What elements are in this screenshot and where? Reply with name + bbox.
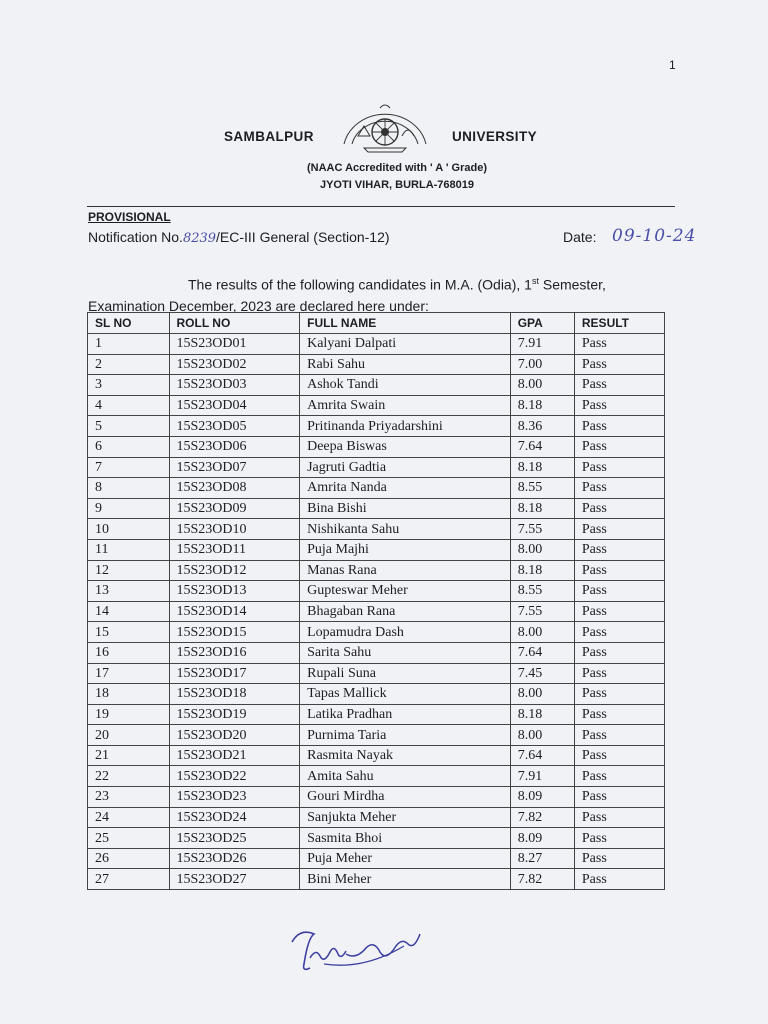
cell-full-name: Bhagaban Rana [300, 601, 511, 622]
cell-sl-no: 13 [88, 581, 170, 602]
cell-sl-no: 25 [88, 828, 170, 849]
table-row [88, 560, 665, 581]
cell-full-name: Gouri Mirdha [300, 787, 511, 808]
cell-gpa: 7.82 [510, 807, 574, 828]
cell-full-name: Puja Majhi [300, 539, 511, 560]
cell-full-name: Rasmita Nayak [300, 745, 511, 766]
cell-gpa: 8.18 [510, 560, 574, 581]
cell-sl-no: 22 [88, 766, 170, 787]
cell-gpa: 8.18 [510, 395, 574, 416]
cell-sl-no: 27 [88, 869, 170, 890]
provisional-label: PROVISIONAL [88, 210, 171, 224]
cell-sl-no: 23 [88, 787, 170, 808]
cell-gpa: 8.18 [510, 457, 574, 478]
cell-sl-no: 15 [88, 622, 170, 643]
cell-roll-no: 15S23OD21 [169, 745, 300, 766]
intro-line1-end: Semester, [538, 276, 606, 293]
cell-roll-no: 15S23OD23 [169, 787, 300, 808]
table-row [88, 807, 665, 828]
cell-roll-no: 15S23OD22 [169, 766, 300, 787]
column-header-result: RESULT [574, 313, 664, 334]
cell-roll-no: 15S23OD25 [169, 828, 300, 849]
cell-full-name: Rupali Suna [300, 663, 511, 684]
cell-result: Pass [574, 601, 664, 622]
cell-roll-no: 15S23OD17 [169, 663, 300, 684]
cell-sl-no: 7 [88, 457, 170, 478]
cell-full-name: Bini Meher [300, 869, 511, 890]
university-name-right: UNIVERSITY [452, 129, 538, 144]
cell-result: Pass [574, 416, 664, 437]
cell-gpa: 7.55 [510, 601, 574, 622]
cell-sl-no: 21 [88, 745, 170, 766]
cell-sl-no: 26 [88, 848, 170, 869]
cell-gpa: 7.91 [510, 766, 574, 787]
cell-result: Pass [574, 766, 664, 787]
cell-sl-no: 16 [88, 642, 170, 663]
cell-sl-no: 20 [88, 725, 170, 746]
results-body [88, 334, 665, 890]
cell-roll-no: 15S23OD10 [169, 519, 300, 540]
cell-roll-no: 15S23OD20 [169, 725, 300, 746]
notification-number: 8239 [182, 231, 217, 246]
accreditation-line: (NAAC Accredited with ' A ' Grade) [306, 162, 488, 174]
cell-result: Pass [574, 436, 664, 457]
address-line: JYOTI VIHAR, BURLA-768019 [319, 179, 475, 191]
table-row [88, 457, 665, 478]
table-row [88, 766, 665, 787]
table-row [88, 787, 665, 808]
cell-roll-no: 15S23OD19 [169, 704, 300, 725]
cell-result: Pass [574, 560, 664, 581]
cell-gpa: 7.55 [510, 519, 574, 540]
cell-full-name: Puja Meher [300, 848, 511, 869]
cell-full-name: Sasmita Bhoi [300, 828, 511, 849]
intro-paragraph [88, 271, 678, 317]
page-number: 1 [669, 58, 676, 72]
cell-result: Pass [574, 642, 664, 663]
cell-sl-no: 9 [88, 498, 170, 519]
cell-result: Pass [574, 745, 664, 766]
cell-roll-no: 15S23OD06 [169, 436, 300, 457]
table-row [88, 622, 665, 643]
cell-gpa: 8.36 [510, 416, 574, 437]
cell-gpa: 8.00 [510, 375, 574, 396]
cell-full-name: Pritinanda Priyadarshini [300, 416, 511, 437]
cell-full-name: Deepa Biswas [300, 436, 511, 457]
cell-result: Pass [574, 519, 664, 540]
cell-full-name: Purnima Taria [300, 725, 511, 746]
cell-result: Pass [574, 787, 664, 808]
table-row [88, 334, 665, 355]
university-name-left: SAMBALPUR [224, 129, 314, 144]
cell-roll-no: 15S23OD13 [169, 581, 300, 602]
cell-result: Pass [574, 334, 664, 355]
university-emblem-icon [330, 96, 440, 166]
cell-result: Pass [574, 354, 664, 375]
table-row [88, 478, 665, 499]
cell-roll-no: 15S23OD07 [169, 457, 300, 478]
cell-gpa: 8.55 [510, 478, 574, 499]
cell-result: Pass [574, 725, 664, 746]
cell-full-name: Latika Pradhan [300, 704, 511, 725]
cell-roll-no: 15S23OD15 [169, 622, 300, 643]
cell-roll-no: 15S23OD18 [169, 684, 300, 705]
cell-full-name: Manas Rana [300, 560, 511, 581]
table-row [88, 395, 665, 416]
cell-roll-no: 15S23OD16 [169, 642, 300, 663]
cell-result: Pass [574, 539, 664, 560]
cell-gpa: 7.00 [510, 354, 574, 375]
cell-sl-no: 3 [88, 375, 170, 396]
cell-gpa: 8.55 [510, 581, 574, 602]
notification-line [88, 229, 390, 246]
cell-gpa: 8.09 [510, 787, 574, 808]
cell-result: Pass [574, 663, 664, 684]
cell-gpa: 8.00 [510, 539, 574, 560]
intro-superscript: st [531, 276, 539, 286]
cell-sl-no: 18 [88, 684, 170, 705]
cell-sl-no: 11 [88, 539, 170, 560]
cell-sl-no: 2 [88, 354, 170, 375]
cell-result: Pass [574, 828, 664, 849]
column-header-gpa: GPA [510, 313, 574, 334]
cell-full-name: Sarita Sahu [300, 642, 511, 663]
column-header-sl-no: SL NO [88, 313, 170, 334]
notification-suffix: /EC-III General (Section-12) [216, 229, 390, 245]
cell-roll-no: 15S23OD11 [169, 539, 300, 560]
table-row [88, 601, 665, 622]
cell-full-name: Lopamudra Dash [300, 622, 511, 643]
cell-sl-no: 12 [88, 560, 170, 581]
cell-roll-no: 15S23OD27 [169, 869, 300, 890]
cell-sl-no: 17 [88, 663, 170, 684]
cell-full-name: Amita Sahu [300, 766, 511, 787]
table-row [88, 539, 665, 560]
table-row [88, 745, 665, 766]
cell-full-name: Nishikanta Sahu [300, 519, 511, 540]
cell-full-name: Jagruti Gadtia [300, 457, 511, 478]
table-row [88, 848, 665, 869]
cell-roll-no: 15S23OD24 [169, 807, 300, 828]
cell-result: Pass [574, 457, 664, 478]
cell-result: Pass [574, 622, 664, 643]
cell-sl-no: 24 [88, 807, 170, 828]
cell-result: Pass [574, 807, 664, 828]
cell-full-name: Tapas Mallick [300, 684, 511, 705]
cell-gpa: 8.18 [510, 704, 574, 725]
handwritten-signature-icon [280, 920, 440, 980]
cell-gpa: 8.00 [510, 725, 574, 746]
cell-roll-no: 15S23OD02 [169, 354, 300, 375]
cell-full-name: Gupteswar Meher [300, 581, 511, 602]
cell-full-name: Bina Bishi [300, 498, 511, 519]
cell-gpa: 7.45 [510, 663, 574, 684]
cell-roll-no: 15S23OD04 [169, 395, 300, 416]
table-row [88, 869, 665, 890]
cell-gpa: 7.64 [510, 745, 574, 766]
cell-result: Pass [574, 684, 664, 705]
table-row [88, 642, 665, 663]
table-row [88, 436, 665, 457]
cell-roll-no: 15S23OD03 [169, 375, 300, 396]
table-row [88, 704, 665, 725]
table-row [88, 354, 665, 375]
cell-result: Pass [574, 498, 664, 519]
cell-result: Pass [574, 395, 664, 416]
table-header-row [88, 313, 665, 334]
table-row [88, 498, 665, 519]
date-label: Date: [563, 229, 597, 245]
table-row [88, 663, 665, 684]
cell-full-name: Sanjukta Meher [300, 807, 511, 828]
cell-full-name: Amrita Swain [300, 395, 511, 416]
table-row [88, 375, 665, 396]
cell-result: Pass [574, 704, 664, 725]
column-header-roll-no: ROLL NO [169, 313, 300, 334]
cell-gpa: 7.91 [510, 334, 574, 355]
cell-sl-no: 4 [88, 395, 170, 416]
table-row [88, 828, 665, 849]
table-row [88, 519, 665, 540]
cell-roll-no: 15S23OD14 [169, 601, 300, 622]
cell-roll-no: 15S23OD08 [169, 478, 300, 499]
cell-roll-no: 15S23OD09 [169, 498, 300, 519]
cell-full-name: Rabi Sahu [300, 354, 511, 375]
cell-sl-no: 5 [88, 416, 170, 437]
cell-sl-no: 19 [88, 704, 170, 725]
table-row [88, 725, 665, 746]
cell-gpa: 7.82 [510, 869, 574, 890]
cell-sl-no: 8 [88, 478, 170, 499]
cell-sl-no: 14 [88, 601, 170, 622]
cell-gpa: 7.64 [510, 642, 574, 663]
cell-sl-no: 10 [88, 519, 170, 540]
intro-line1: The results of the following candidates in M.A. (Odia), 1 [188, 276, 532, 293]
cell-gpa: 8.00 [510, 622, 574, 643]
column-header-full-name: FULL NAME [300, 313, 511, 334]
cell-sl-no: 1 [88, 334, 170, 355]
cell-roll-no: 15S23OD12 [169, 560, 300, 581]
cell-full-name: Amrita Nanda [300, 478, 511, 499]
cell-full-name: Ashok Tandi [300, 375, 511, 396]
cell-full-name: Kalyani Dalpati [300, 334, 511, 355]
cell-result: Pass [574, 375, 664, 396]
cell-result: Pass [574, 581, 664, 602]
cell-result: Pass [574, 869, 664, 890]
cell-gpa: 8.00 [510, 684, 574, 705]
date-value: 09-10-24 [612, 226, 697, 246]
results-table [87, 312, 665, 890]
cell-gpa: 8.18 [510, 498, 574, 519]
cell-gpa: 8.09 [510, 828, 574, 849]
cell-result: Pass [574, 478, 664, 499]
cell-gpa: 7.64 [510, 436, 574, 457]
cell-sl-no: 6 [88, 436, 170, 457]
cell-result: Pass [574, 848, 664, 869]
notification-prefix: Notification No. [88, 229, 183, 245]
intro-line2: Examination December, 2023 are declared here under: [88, 297, 429, 314]
cell-gpa: 8.27 [510, 848, 574, 869]
table-row [88, 684, 665, 705]
header-divider [87, 206, 675, 207]
table-row [88, 581, 665, 602]
cell-roll-no: 15S23OD26 [169, 848, 300, 869]
cell-roll-no: 15S23OD01 [169, 334, 300, 355]
cell-roll-no: 15S23OD05 [169, 416, 300, 437]
table-row [88, 416, 665, 437]
